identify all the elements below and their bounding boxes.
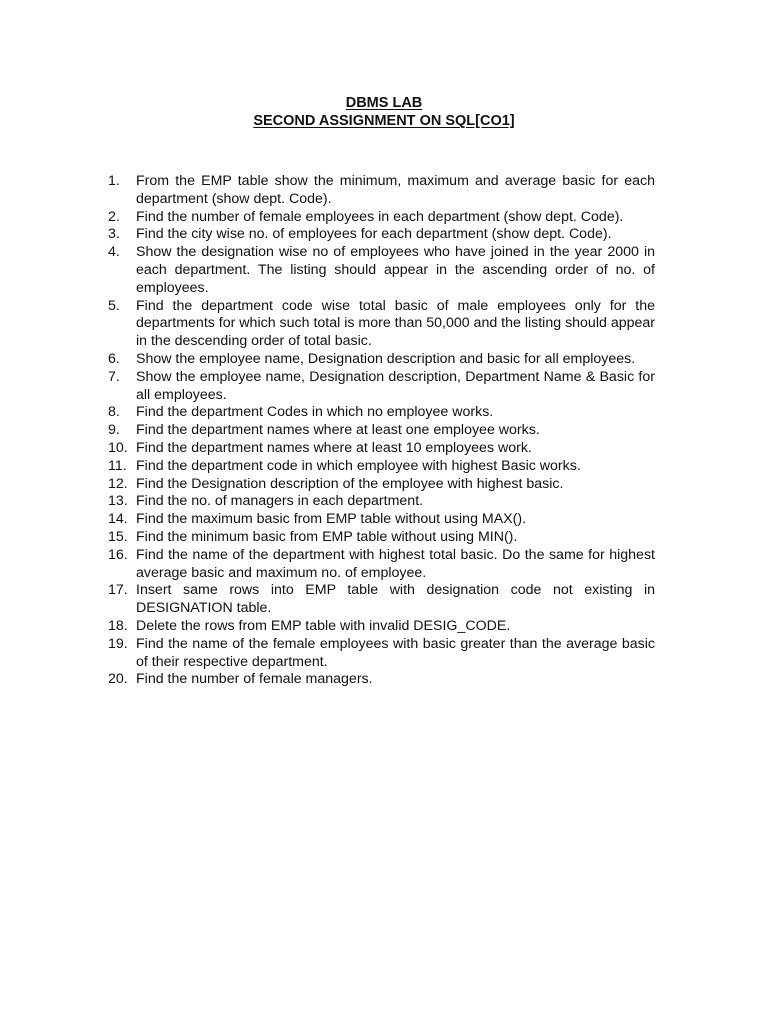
title-line — [0, 94, 768, 112]
question-number: 1. — [108, 173, 120, 189]
question-number: 19. — [108, 635, 128, 652]
question-list — [108, 173, 655, 689]
question-text: Find the department code wise total basic of male employees only for the departments for which such total is more than 50,000 and the listing should appear in the descending order of total basic. — [136, 297, 655, 350]
question-number: 15. — [108, 528, 128, 545]
question-item — [108, 618, 655, 636]
question-number: 8. — [108, 404, 120, 421]
question-item — [108, 209, 655, 227]
question-item — [108, 173, 655, 209]
question-text: From the EMP table show the minimum, maximum and average basic for each department (show dept. Code). — [136, 173, 655, 207]
question-item — [108, 493, 655, 511]
question-text: Find the number of female employees in each department (show dept. Code). — [136, 208, 624, 225]
question-item — [108, 476, 655, 494]
question-text: Find the department Codes in which no employee works. — [136, 404, 494, 421]
document-subtitle: SECOND ASSIGNMENT ON SQL[CO1] — [253, 113, 515, 129]
question-text: Find the minimum basic from EMP table without using MIN(). — [136, 528, 518, 545]
question-item — [108, 671, 655, 689]
question-number: 12. — [108, 475, 128, 492]
question-item — [108, 529, 655, 547]
question-number: 18. — [108, 617, 128, 634]
subtitle-line — [0, 112, 768, 130]
question-number: 13. — [108, 493, 128, 510]
question-number: 3. — [108, 226, 120, 243]
question-number: 17. — [108, 582, 128, 599]
question-number: 7. — [108, 368, 120, 385]
question-item — [108, 226, 655, 244]
question-item — [108, 244, 655, 297]
question-item — [108, 404, 655, 422]
question-text: Find the maximum basic from EMP table without using MAX(). — [136, 511, 527, 528]
question-item — [108, 351, 655, 369]
question-number: 20. — [108, 671, 128, 688]
question-text: Find the department names where at least one employee works. — [136, 422, 540, 439]
question-number: 2. — [108, 208, 120, 225]
question-number: 5. — [108, 297, 120, 314]
question-number: 11. — [108, 457, 127, 474]
question-text: Show the designation wise no of employees who have joined in the year 2000 in each department. The listing should appear in the ascending order of no. of employees. — [136, 244, 655, 296]
question-item — [108, 422, 655, 440]
question-number: 6. — [108, 350, 120, 367]
question-number: 9. — [108, 422, 120, 439]
question-item — [108, 440, 655, 458]
question-text: Find the no. of managers in each department. — [136, 493, 424, 510]
question-item — [108, 547, 655, 583]
question-text: Insert same rows into EMP table with designation code not existing in DESIGNATION table. — [136, 582, 655, 617]
question-text: Find the city wise no. of employees for each department (show dept. Code). — [136, 226, 612, 243]
question-item — [108, 582, 655, 618]
question-text: Show the employee name, Designation description, Department Name & Basic for all employees. — [136, 368, 655, 403]
question-text: Show the employee name, Designation description and basic for all employees. — [136, 350, 636, 367]
question-text: Find the name of the department with highest total basic. Do the same for highest average basic and maximum no. of employee. — [136, 546, 655, 581]
question-item — [108, 458, 655, 476]
question-text: Find the department names where at least 10 employees work. — [136, 439, 532, 456]
document-header — [0, 94, 768, 130]
question-text: Find the Designation description of the employee with highest basic. — [136, 475, 564, 492]
question-text: Delete the rows from EMP table with invalid DESIG_CODE. — [136, 617, 511, 634]
question-item — [108, 298, 655, 351]
question-number: 10. — [108, 439, 128, 456]
question-text: Find the number of female managers. — [136, 671, 373, 688]
question-text: Find the department code in which employee with highest Basic works. — [136, 457, 581, 474]
question-number: 16. — [108, 546, 128, 563]
question-item — [108, 511, 655, 529]
question-item — [108, 636, 655, 672]
question-number: 4. — [108, 244, 120, 261]
question-item — [108, 369, 655, 405]
question-text: Find the name of the female employees with basic greater than the average basic of their respective department. — [136, 635, 655, 670]
document-title: DBMS LAB — [345, 95, 423, 111]
question-number: 14. — [108, 511, 128, 528]
